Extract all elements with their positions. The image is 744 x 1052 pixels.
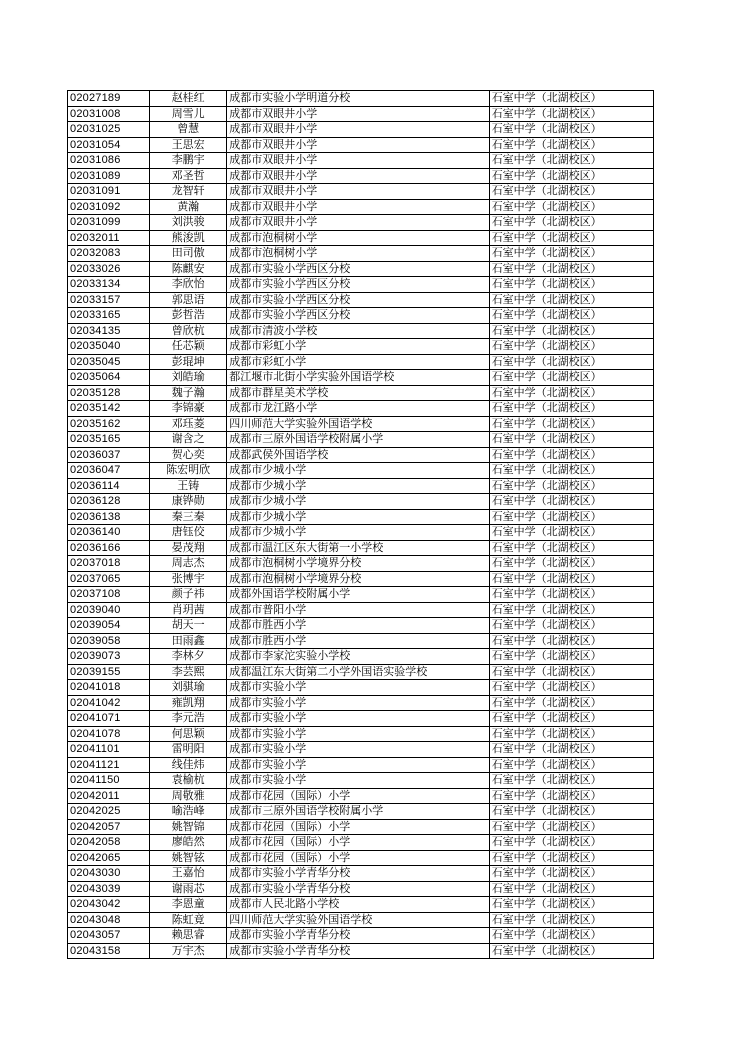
student-id-cell: 02031025 <box>68 122 150 138</box>
student-name-cell: 周志杰 <box>150 556 227 572</box>
student-id-cell: 02041042 <box>68 695 150 711</box>
table-row <box>68 478 654 494</box>
student-name-cell: 黄瀚 <box>150 199 227 215</box>
table-row <box>68 463 654 479</box>
table-row <box>68 881 654 897</box>
admitted-school-cell: 石室中学（北湖校区） <box>489 866 653 882</box>
admitted-school-cell: 石室中学（北湖校区） <box>489 742 653 758</box>
student-id-cell: 02033157 <box>68 292 150 308</box>
student-name-cell: 李元浩 <box>150 711 227 727</box>
student-name-cell: 秦三秦 <box>150 509 227 525</box>
table-row <box>68 835 654 851</box>
table-row <box>68 277 654 293</box>
student-name-cell: 刘骐瑜 <box>150 680 227 696</box>
student-name-cell: 彭琨坤 <box>150 354 227 370</box>
table-row <box>68 680 654 696</box>
admitted-school-cell: 石室中学（北湖校区） <box>489 215 653 231</box>
primary-school-cell: 成都市双眼井小学 <box>227 184 489 200</box>
table-row <box>68 122 654 138</box>
table-row <box>68 447 654 463</box>
admitted-school-cell: 石室中学（北湖校区） <box>489 695 653 711</box>
student-name-cell: 贺心奕 <box>150 447 227 463</box>
admitted-school-cell: 石室中学（北湖校区） <box>489 385 653 401</box>
admitted-school-cell: 石室中学（北湖校区） <box>489 680 653 696</box>
student-name-cell: 龙智轩 <box>150 184 227 200</box>
table-row <box>68 773 654 789</box>
table-row <box>68 912 654 928</box>
admitted-school-cell: 石室中学（北湖校区） <box>489 928 653 944</box>
admitted-school-cell: 石室中学（北湖校区） <box>489 432 653 448</box>
student-name-cell: 雷明阳 <box>150 742 227 758</box>
student-name-cell: 李恩童 <box>150 897 227 913</box>
admitted-school-cell: 石室中学（北湖校区） <box>489 602 653 618</box>
student-id-cell: 02035165 <box>68 432 150 448</box>
primary-school-cell: 成都市李家沱实验小学校 <box>227 649 489 665</box>
primary-school-cell: 成都市普阳小学 <box>227 602 489 618</box>
student-id-cell: 02035162 <box>68 416 150 432</box>
primary-school-cell: 成都武侯外国语学校 <box>227 447 489 463</box>
table-row <box>68 370 654 386</box>
student-name-cell: 李锦豪 <box>150 401 227 417</box>
primary-school-cell: 成都外国语学校附属小学 <box>227 587 489 603</box>
primary-school-cell: 成都市实验小学青华分校 <box>227 866 489 882</box>
table-row <box>68 106 654 122</box>
student-id-cell: 02043048 <box>68 912 150 928</box>
admitted-school-cell: 石室中学（北湖校区） <box>489 401 653 417</box>
primary-school-cell: 成都市群星美术学校 <box>227 385 489 401</box>
admitted-school-cell: 石室中学（北湖校区） <box>489 618 653 634</box>
student-id-cell: 02035040 <box>68 339 150 355</box>
primary-school-cell: 成都市双眼井小学 <box>227 215 489 231</box>
primary-school-cell: 成都市少城小学 <box>227 509 489 525</box>
student-name-cell: 邓珏菱 <box>150 416 227 432</box>
student-id-cell: 02039073 <box>68 649 150 665</box>
primary-school-cell: 四川师范大学实验外国语学校 <box>227 912 489 928</box>
admitted-school-cell: 石室中学（北湖校区） <box>489 664 653 680</box>
admitted-school-cell: 石室中学（北湖校区） <box>489 447 653 463</box>
primary-school-cell: 成都市泡桐树小学 <box>227 230 489 246</box>
student-name-cell: 谢雨芯 <box>150 881 227 897</box>
admitted-school-cell: 石室中学（北湖校区） <box>489 91 653 107</box>
admitted-school-cell: 石室中学（北湖校区） <box>489 525 653 541</box>
admitted-school-cell: 石室中学（北湖校区） <box>489 494 653 510</box>
table-row <box>68 943 654 959</box>
admitted-school-cell: 石室中学（北湖校区） <box>489 137 653 153</box>
table-row <box>68 571 654 587</box>
student-id-cell: 02033165 <box>68 308 150 324</box>
student-name-cell: 李林夕 <box>150 649 227 665</box>
student-id-cell: 02041071 <box>68 711 150 727</box>
admission-list-table <box>67 90 654 959</box>
table-row <box>68 742 654 758</box>
primary-school-cell: 成都市实验小学 <box>227 773 489 789</box>
primary-school-cell: 成都市实验小学 <box>227 680 489 696</box>
admitted-school-cell: 石室中学（北湖校区） <box>489 199 653 215</box>
student-name-cell: 姚智锦 <box>150 819 227 835</box>
primary-school-cell: 成都市泡桐树小学境界分校 <box>227 571 489 587</box>
primary-school-cell: 成都市彩虹小学 <box>227 339 489 355</box>
primary-school-cell: 成都市实验小学西区分校 <box>227 261 489 277</box>
table-row <box>68 416 654 432</box>
student-name-cell: 廖皓然 <box>150 835 227 851</box>
table-row <box>68 664 654 680</box>
admitted-school-cell: 石室中学（北湖校区） <box>489 323 653 339</box>
primary-school-cell: 成都市三原外国语学校附属小学 <box>227 432 489 448</box>
student-id-cell: 02039040 <box>68 602 150 618</box>
student-name-cell: 熊浚凯 <box>150 230 227 246</box>
student-id-cell: 02043042 <box>68 897 150 913</box>
admitted-school-cell: 石室中学（北湖校区） <box>489 463 653 479</box>
table-row <box>68 633 654 649</box>
primary-school-cell: 成都市双眼井小学 <box>227 122 489 138</box>
student-id-cell: 02033134 <box>68 277 150 293</box>
student-id-cell: 02042011 <box>68 788 150 804</box>
student-name-cell: 田司傲 <box>150 246 227 262</box>
student-id-cell: 02035142 <box>68 401 150 417</box>
admitted-school-cell: 石室中学（北湖校区） <box>489 726 653 742</box>
student-name-cell: 任芯颖 <box>150 339 227 355</box>
student-id-cell: 02043057 <box>68 928 150 944</box>
primary-school-cell: 成都市实验小学青华分校 <box>227 943 489 959</box>
student-name-cell: 何思颖 <box>150 726 227 742</box>
primary-school-cell: 成都市胜西小学 <box>227 618 489 634</box>
student-id-cell: 02037065 <box>68 571 150 587</box>
primary-school-cell: 成都市泡桐树小学境界分校 <box>227 556 489 572</box>
table-row <box>68 695 654 711</box>
primary-school-cell: 成都市少城小学 <box>227 478 489 494</box>
student-id-cell: 02039155 <box>68 664 150 680</box>
table-row <box>68 928 654 944</box>
table-row <box>68 556 654 572</box>
primary-school-cell: 成都市泡桐树小学 <box>227 246 489 262</box>
primary-school-cell: 成都市实验小学青华分校 <box>227 928 489 944</box>
student-name-cell: 王嘉怡 <box>150 866 227 882</box>
primary-school-cell: 成都市实验小学青华分校 <box>227 881 489 897</box>
primary-school-cell: 成都市少城小学 <box>227 525 489 541</box>
admitted-school-cell: 石室中学（北湖校区） <box>489 106 653 122</box>
student-name-cell: 袁榆杭 <box>150 773 227 789</box>
student-name-cell: 曾欣杭 <box>150 323 227 339</box>
student-id-cell: 02041150 <box>68 773 150 789</box>
admitted-school-cell: 石室中学（北湖校区） <box>489 943 653 959</box>
admitted-school-cell: 石室中学（北湖校区） <box>489 819 653 835</box>
primary-school-cell: 成都市花园（国际）小学 <box>227 819 489 835</box>
primary-school-cell: 成都市实验小学 <box>227 742 489 758</box>
table-row <box>68 788 654 804</box>
admitted-school-cell: 石室中学（北湖校区） <box>489 509 653 525</box>
table-row <box>68 540 654 556</box>
primary-school-cell: 成都市双眼井小学 <box>227 137 489 153</box>
student-id-cell: 02031092 <box>68 199 150 215</box>
table-row <box>68 525 654 541</box>
admitted-school-cell: 石室中学（北湖校区） <box>489 571 653 587</box>
primary-school-cell: 四川师范大学实验外国语学校 <box>227 416 489 432</box>
admitted-school-cell: 石室中学（北湖校区） <box>489 850 653 866</box>
table-row <box>68 168 654 184</box>
primary-school-cell: 成都市实验小学 <box>227 711 489 727</box>
student-id-cell: 02037108 <box>68 587 150 603</box>
student-id-cell: 02041018 <box>68 680 150 696</box>
student-id-cell: 02043030 <box>68 866 150 882</box>
student-name-cell: 刘皓瑜 <box>150 370 227 386</box>
primary-school-cell: 都江堰市北街小学实验外国语学校 <box>227 370 489 386</box>
student-id-cell: 02041121 <box>68 757 150 773</box>
primary-school-cell: 成都市实验小学 <box>227 757 489 773</box>
table-row <box>68 587 654 603</box>
table-row <box>68 261 654 277</box>
primary-school-cell: 成都市人民北路小学校 <box>227 897 489 913</box>
table-row <box>68 649 654 665</box>
table-row <box>68 618 654 634</box>
student-id-cell: 02031091 <box>68 184 150 200</box>
admitted-school-cell: 石室中学（北湖校区） <box>489 478 653 494</box>
table-row <box>68 354 654 370</box>
table-row <box>68 246 654 262</box>
primary-school-cell: 成都市实验小学明道分校 <box>227 91 489 107</box>
student-name-cell: 田雨鑫 <box>150 633 227 649</box>
table-row <box>68 850 654 866</box>
student-name-cell: 姚智铉 <box>150 850 227 866</box>
admitted-school-cell: 石室中学（北湖校区） <box>489 540 653 556</box>
table-row <box>68 897 654 913</box>
student-name-cell: 魏子瀚 <box>150 385 227 401</box>
table-row <box>68 819 654 835</box>
primary-school-cell: 成都市实验小学 <box>227 726 489 742</box>
admitted-school-cell: 石室中学（北湖校区） <box>489 649 653 665</box>
admitted-school-cell: 石室中学（北湖校区） <box>489 370 653 386</box>
table-row <box>68 308 654 324</box>
student-id-cell: 02042057 <box>68 819 150 835</box>
admitted-school-cell: 石室中学（北湖校区） <box>489 339 653 355</box>
student-name-cell: 郭思语 <box>150 292 227 308</box>
admitted-school-cell: 石室中学（北湖校区） <box>489 633 653 649</box>
student-id-cell: 02036128 <box>68 494 150 510</box>
student-name-cell: 王铸 <box>150 478 227 494</box>
table-row <box>68 509 654 525</box>
table-row <box>68 230 654 246</box>
student-id-cell: 02035128 <box>68 385 150 401</box>
student-name-cell: 李芸熙 <box>150 664 227 680</box>
student-name-cell: 胡天一 <box>150 618 227 634</box>
primary-school-cell: 成都市少城小学 <box>227 463 489 479</box>
student-id-cell: 02039058 <box>68 633 150 649</box>
primary-school-cell: 成都市实验小学 <box>227 695 489 711</box>
student-name-cell: 陈麒安 <box>150 261 227 277</box>
admitted-school-cell: 石室中学（北湖校区） <box>489 261 653 277</box>
student-id-cell: 02034135 <box>68 323 150 339</box>
primary-school-cell: 成都市双眼井小学 <box>227 106 489 122</box>
student-id-cell: 02043039 <box>68 881 150 897</box>
primary-school-cell: 成都市清波小学校 <box>227 323 489 339</box>
student-id-cell: 02042058 <box>68 835 150 851</box>
student-id-cell: 02031099 <box>68 215 150 231</box>
admitted-school-cell: 石室中学（北湖校区） <box>489 122 653 138</box>
table-row <box>68 137 654 153</box>
admitted-school-cell: 石室中学（北湖校区） <box>489 168 653 184</box>
student-name-cell: 邓圣哲 <box>150 168 227 184</box>
student-id-cell: 02041101 <box>68 742 150 758</box>
primary-school-cell: 成都市实验小学西区分校 <box>227 308 489 324</box>
student-name-cell: 刘洪骏 <box>150 215 227 231</box>
student-name-cell: 万宇杰 <box>150 943 227 959</box>
table-row <box>68 385 654 401</box>
primary-school-cell: 成都市实验小学西区分校 <box>227 277 489 293</box>
table-row <box>68 711 654 727</box>
student-name-cell: 陈宏明欣 <box>150 463 227 479</box>
primary-school-cell: 成都市实验小学西区分校 <box>227 292 489 308</box>
admitted-school-cell: 石室中学（北湖校区） <box>489 354 653 370</box>
student-id-cell: 02039054 <box>68 618 150 634</box>
primary-school-cell: 成都市花园（国际）小学 <box>227 788 489 804</box>
primary-school-cell: 成都市花园（国际）小学 <box>227 850 489 866</box>
table-row <box>68 602 654 618</box>
primary-school-cell: 成都市双眼井小学 <box>227 199 489 215</box>
admitted-school-cell: 石室中学（北湖校区） <box>489 292 653 308</box>
table-row <box>68 339 654 355</box>
student-id-cell: 02036047 <box>68 463 150 479</box>
admitted-school-cell: 石室中学（北湖校区） <box>489 881 653 897</box>
student-id-cell: 02036114 <box>68 478 150 494</box>
student-name-cell: 周雪儿 <box>150 106 227 122</box>
student-id-cell: 02032011 <box>68 230 150 246</box>
student-id-cell: 02042065 <box>68 850 150 866</box>
student-name-cell: 颜子祎 <box>150 587 227 603</box>
table-row <box>68 494 654 510</box>
admitted-school-cell: 石室中学（北湖校区） <box>489 153 653 169</box>
student-id-cell: 02031089 <box>68 168 150 184</box>
student-id-cell: 02036140 <box>68 525 150 541</box>
primary-school-cell: 成都市彩虹小学 <box>227 354 489 370</box>
student-name-cell: 彭哲浩 <box>150 308 227 324</box>
student-id-cell: 02036166 <box>68 540 150 556</box>
admitted-school-cell: 石室中学（北湖校区） <box>489 711 653 727</box>
student-id-cell: 02033026 <box>68 261 150 277</box>
table-row <box>68 153 654 169</box>
student-name-cell: 王思宏 <box>150 137 227 153</box>
student-name-cell: 喻浩峰 <box>150 804 227 820</box>
admitted-school-cell: 石室中学（北湖校区） <box>489 587 653 603</box>
student-id-cell: 02035045 <box>68 354 150 370</box>
primary-school-cell: 成都市双眼井小学 <box>227 153 489 169</box>
table-row <box>68 184 654 200</box>
student-name-cell: 肖玥茜 <box>150 602 227 618</box>
admitted-school-cell: 石室中学（北湖校区） <box>489 230 653 246</box>
primary-school-cell: 成都市三原外国语学校附属小学 <box>227 804 489 820</box>
student-id-cell: 02032083 <box>68 246 150 262</box>
admitted-school-cell: 石室中学（北湖校区） <box>489 788 653 804</box>
student-id-cell: 02031086 <box>68 153 150 169</box>
admitted-school-cell: 石室中学（北湖校区） <box>489 757 653 773</box>
primary-school-cell: 成都市双眼井小学 <box>227 168 489 184</box>
student-name-cell: 赖思睿 <box>150 928 227 944</box>
table-row <box>68 292 654 308</box>
admitted-school-cell: 石室中学（北湖校区） <box>489 897 653 913</box>
student-name-cell: 曾慧 <box>150 122 227 138</box>
student-name-cell: 赵桂红 <box>150 91 227 107</box>
student-name-cell: 陈虹竟 <box>150 912 227 928</box>
student-id-cell: 02031054 <box>68 137 150 153</box>
student-name-cell: 晏茂翔 <box>150 540 227 556</box>
student-id-cell: 02035064 <box>68 370 150 386</box>
student-id-cell: 02031008 <box>68 106 150 122</box>
table-row <box>68 199 654 215</box>
primary-school-cell: 成都市少城小学 <box>227 494 489 510</box>
student-id-cell: 02041078 <box>68 726 150 742</box>
primary-school-cell: 成都市龙江路小学 <box>227 401 489 417</box>
table-row <box>68 323 654 339</box>
primary-school-cell: 成都市胜西小学 <box>227 633 489 649</box>
student-name-cell: 康铧勋 <box>150 494 227 510</box>
student-name-cell: 线佳炜 <box>150 757 227 773</box>
student-id-cell: 02036138 <box>68 509 150 525</box>
table-row <box>68 215 654 231</box>
student-id-cell: 02043158 <box>68 943 150 959</box>
student-id-cell: 02042025 <box>68 804 150 820</box>
admitted-school-cell: 石室中学（北湖校区） <box>489 246 653 262</box>
table-row <box>68 401 654 417</box>
admitted-school-cell: 石室中学（北湖校区） <box>489 416 653 432</box>
student-name-cell: 雍凯翔 <box>150 695 227 711</box>
student-name-cell: 谢含之 <box>150 432 227 448</box>
table-row <box>68 757 654 773</box>
table-row <box>68 91 654 107</box>
admitted-school-cell: 石室中学（北湖校区） <box>489 308 653 324</box>
student-name-cell: 周敬雅 <box>150 788 227 804</box>
student-name-cell: 唐钰佼 <box>150 525 227 541</box>
table-row <box>68 804 654 820</box>
table-row <box>68 866 654 882</box>
table-row <box>68 726 654 742</box>
admitted-school-cell: 石室中学（北湖校区） <box>489 184 653 200</box>
primary-school-cell: 成都市花园（国际）小学 <box>227 835 489 851</box>
admitted-school-cell: 石室中学（北湖校区） <box>489 773 653 789</box>
student-name-cell: 李鹏宇 <box>150 153 227 169</box>
admitted-school-cell: 石室中学（北湖校区） <box>489 912 653 928</box>
student-id-cell: 02036037 <box>68 447 150 463</box>
primary-school-cell: 成都温江东大街第二小学外国语实验学校 <box>227 664 489 680</box>
admitted-school-cell: 石室中学（北湖校区） <box>489 835 653 851</box>
admission-list-body <box>68 91 654 959</box>
student-name-cell: 张博宇 <box>150 571 227 587</box>
admitted-school-cell: 石室中学（北湖校区） <box>489 277 653 293</box>
admitted-school-cell: 石室中学（北湖校区） <box>489 556 653 572</box>
student-id-cell: 02027189 <box>68 91 150 107</box>
table-row <box>68 432 654 448</box>
primary-school-cell: 成都市温江区东大街第一小学校 <box>227 540 489 556</box>
admitted-school-cell: 石室中学（北湖校区） <box>489 804 653 820</box>
student-id-cell: 02037018 <box>68 556 150 572</box>
student-name-cell: 李欣怡 <box>150 277 227 293</box>
